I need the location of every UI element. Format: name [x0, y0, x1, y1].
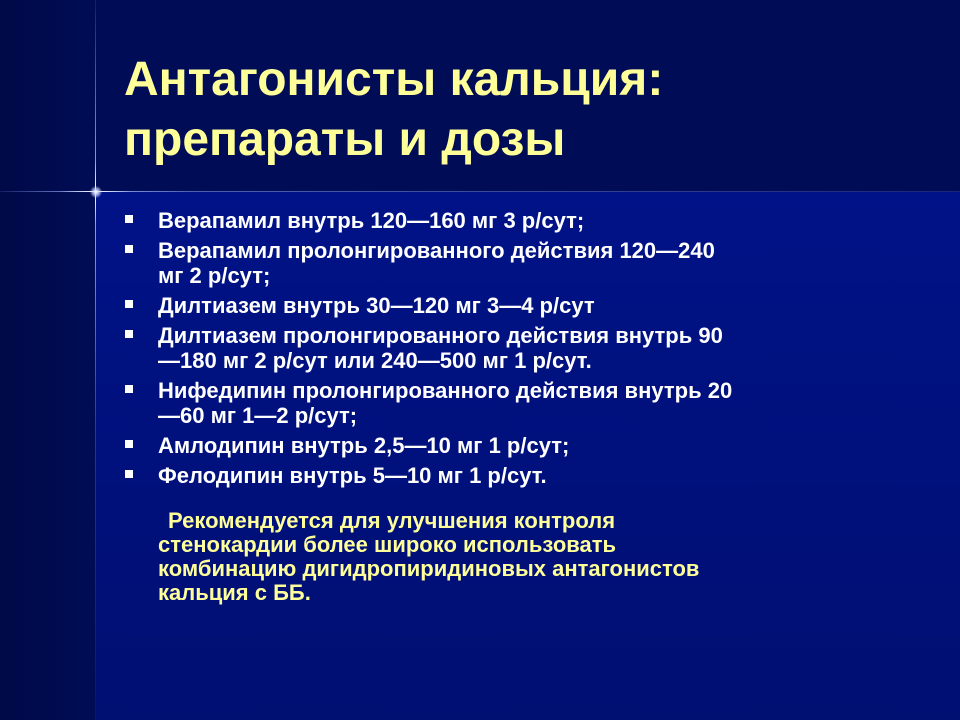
list-item-felodipine	[122, 463, 902, 488]
list-item-text-continued: —180 мг 2 р/сут или 240—500 мг 1 р/сут.	[158, 348, 592, 373]
list-item-text: Верапамил пролонгированного действия 120—240	[158, 238, 715, 263]
list-item-text-continued: —60 мг 1—2 р/сут;	[158, 403, 358, 428]
note-line-2: стенокардии более широко использовать	[158, 532, 617, 557]
note-line-1: Рекомендуется для улучшения контроля	[168, 508, 616, 533]
recommendation-note	[158, 509, 778, 605]
list-item-text: Верапамил внутрь 120—160 мг 3 р/сут;	[158, 208, 585, 233]
note-line-4: кальция с ББ.	[158, 580, 311, 605]
list-item-verapamil-prolonged	[122, 238, 902, 288]
note-line-3: комбинацию дигидропиридиновых антагонистов	[158, 556, 700, 581]
drug-dose-list	[122, 208, 902, 493]
list-item-diltiazem-prolonged	[122, 323, 902, 373]
list-item-amlodipine	[122, 433, 902, 458]
square-bullet-icon	[125, 470, 133, 478]
star-sparkle-icon	[90, 186, 102, 198]
vertical-divider	[95, 0, 96, 720]
square-bullet-icon	[125, 330, 133, 338]
square-bullet-icon	[125, 300, 133, 308]
list-item-text-continued: мг 2 р/сут;	[158, 263, 271, 288]
square-bullet-icon	[125, 215, 133, 223]
slide-title-line-2: препараты и дозы	[124, 113, 566, 166]
horizontal-divider	[0, 191, 960, 192]
list-item-text: Фелодипин внутрь 5—10 мг 1 р/сут.	[158, 463, 547, 488]
list-item-text: Амлодипин внутрь 2,5—10 мг 1 р/сут;	[158, 433, 570, 458]
list-item-text: Дилтиазем внутрь 30—120 мг 3—4 р/сут	[158, 293, 595, 318]
slide-title-line-1: Антагонисты кальция:	[124, 53, 664, 106]
list-item-text: Дилтиазем пролонгированного действия внутрь 90	[158, 323, 723, 348]
slide-title	[124, 50, 924, 170]
square-bullet-icon	[125, 385, 133, 393]
list-item-diltiazem	[122, 293, 902, 318]
square-bullet-icon	[125, 440, 133, 448]
left-band	[0, 0, 96, 720]
list-item-nifedipine-prolonged	[122, 378, 902, 428]
list-item-text: Нифедипин пролонгированного действия внутрь 20	[158, 378, 733, 403]
list-item-verapamil	[122, 208, 902, 233]
square-bullet-icon	[125, 245, 133, 253]
